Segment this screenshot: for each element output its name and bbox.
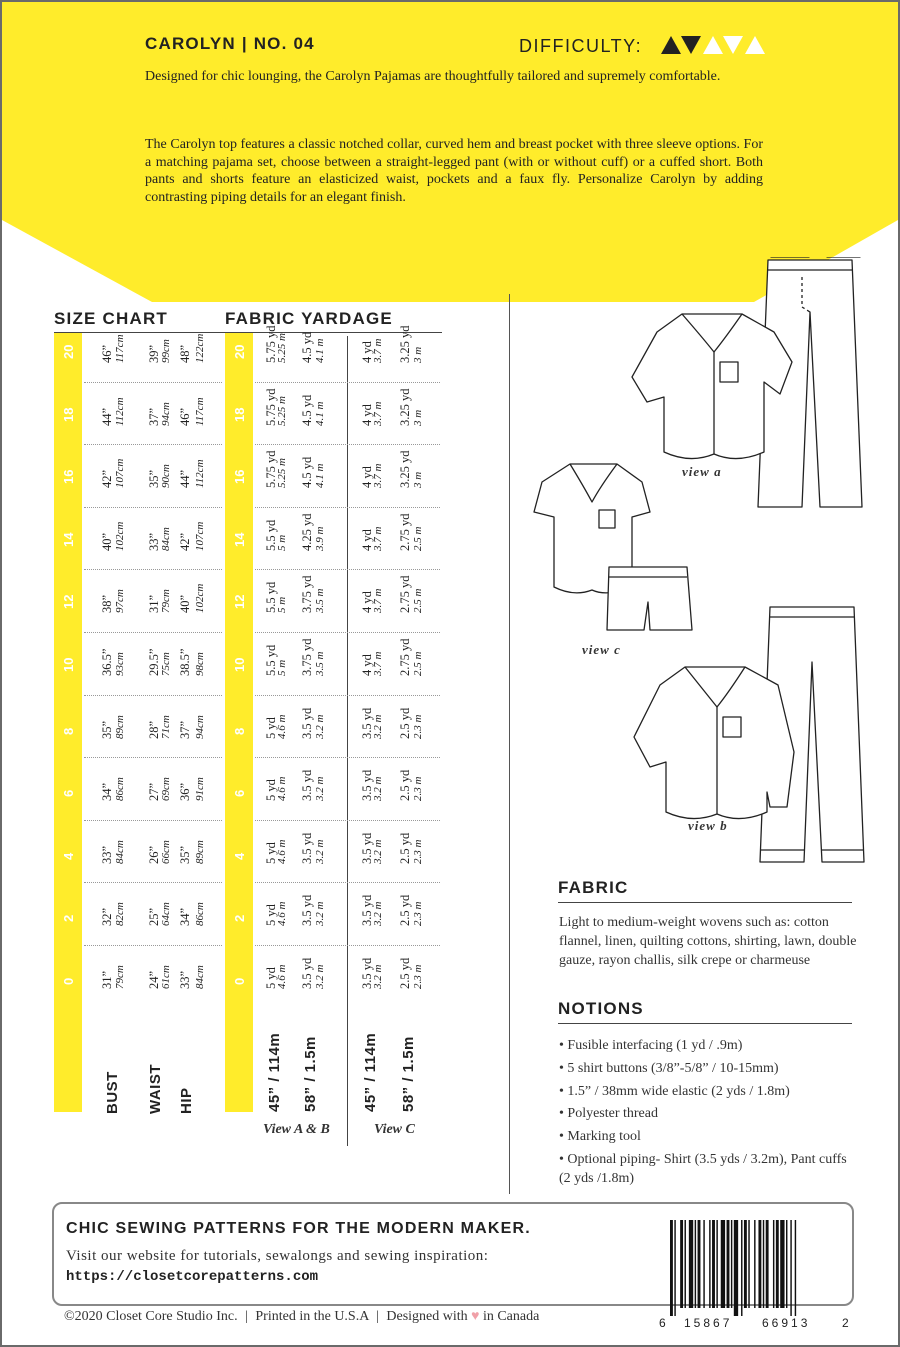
measurement-inches: 27” bbox=[147, 783, 161, 802]
measurement-inches: 48” bbox=[178, 344, 192, 363]
measurement-inches: 33” bbox=[100, 845, 114, 864]
measurement-cm: 122cm bbox=[194, 333, 206, 363]
measurement-cm: 84cm bbox=[160, 526, 172, 551]
measurement-inches: 37” bbox=[147, 407, 161, 426]
barcode-bar bbox=[712, 1220, 715, 1308]
barcode-bar bbox=[754, 1220, 755, 1308]
barcode-bar bbox=[795, 1220, 796, 1316]
difficulty-label: DIFFICULTY: bbox=[519, 36, 643, 56]
yardage-meters: 5.25 m bbox=[276, 395, 288, 426]
measurement-cm: 86cm bbox=[194, 902, 206, 927]
yardage-meters: 4.1 m bbox=[314, 338, 326, 363]
measurement-inches: 35” bbox=[147, 470, 161, 489]
barcode-bar bbox=[703, 1220, 704, 1308]
yardage-yards: 4.5 yd bbox=[300, 331, 314, 363]
yardage-yards: 3.75 yd bbox=[300, 575, 314, 614]
yardage-meters: 4.1 m bbox=[314, 401, 326, 426]
measurement-inches: 32” bbox=[100, 908, 114, 927]
yardage-yards: 4 yd bbox=[360, 341, 374, 363]
barcode-bar bbox=[685, 1220, 686, 1308]
yardage-yards: 5 yd bbox=[264, 716, 278, 739]
notion-item: • Fusible interfacing (1 yd / .9m) bbox=[559, 1038, 743, 1053]
barcode-bar bbox=[709, 1220, 710, 1308]
measurement-cm: 69cm bbox=[160, 777, 172, 802]
yardage-meters: 3.2 m bbox=[372, 839, 384, 864]
yardage-meters: 3.2 m bbox=[314, 714, 326, 739]
yardage-yards: 3.5 yd bbox=[360, 895, 374, 927]
yardage-meters: 4.1 m bbox=[314, 463, 326, 489]
measurement-inches: 36.5” bbox=[100, 648, 114, 676]
measurement-cm: 75cm bbox=[160, 652, 172, 676]
yardage-yards: 5.5 yd bbox=[264, 582, 278, 614]
measurement-cm: 91cm bbox=[194, 777, 206, 802]
notion-item: • Optional piping- Shirt (3.5 yds / 3.2m), Pant cuffs (2 yds /1.8m) bbox=[559, 1152, 847, 1186]
yardage-yards: 3.25 yd bbox=[398, 450, 412, 489]
size-label-chart: 8 bbox=[61, 727, 76, 735]
yardage-meters: 5.25 m bbox=[276, 333, 288, 363]
yardage-meters: 5 m bbox=[276, 597, 288, 614]
yardage-meters: 3 m bbox=[412, 409, 424, 426]
barcode-bar bbox=[716, 1220, 717, 1308]
measurement-cm: 84cm bbox=[114, 839, 126, 864]
yardage-meters: 3.7 m bbox=[372, 526, 384, 551]
yardage-yards: 5.75 yd bbox=[264, 450, 278, 489]
notions-heading: NOTIONS bbox=[558, 999, 644, 1018]
yardage-width-label: 58” / 1.5m bbox=[400, 1036, 417, 1112]
measurement-inches: 31” bbox=[147, 595, 161, 614]
barcode-bar bbox=[680, 1220, 683, 1308]
measurement-inches: 25” bbox=[147, 908, 161, 927]
barcode-group-left: 15867 bbox=[684, 1316, 733, 1330]
measurement-cm: 102cm bbox=[194, 584, 206, 614]
measurement-cm: 102cm bbox=[114, 521, 126, 551]
view-a-caption: view a bbox=[682, 464, 722, 479]
notion-item: • 1.5” / 38mm wide elastic (2 yds / 1.8m) bbox=[559, 1084, 790, 1099]
measurement-cm: 97cm bbox=[114, 589, 126, 614]
heart-icon: ♥ bbox=[471, 1309, 480, 1324]
footer-visit-text: Visit our website for tutorials, sewalongs and sewing inspiration: bbox=[66, 1248, 489, 1264]
yardage-yards: 4 yd bbox=[360, 466, 374, 489]
size-label-chart: 4 bbox=[61, 852, 76, 860]
view-b-caption: view b bbox=[688, 818, 728, 833]
copyright-printed: Printed in the U.S.A bbox=[255, 1309, 369, 1324]
description-intro: Designed for chic lounging, the Carolyn Pajamas are thoughtfully tailored and supremely comfortable. bbox=[145, 69, 721, 84]
measurement-cm: 117cm bbox=[114, 334, 126, 363]
fabric-heading: FABRIC bbox=[558, 878, 629, 897]
yardage-yards: 3.5 yd bbox=[300, 769, 314, 802]
size-chart-heading: SIZE CHART bbox=[54, 309, 168, 328]
measurement-cm: 112cm bbox=[114, 397, 126, 426]
measurement-cm: 107cm bbox=[114, 458, 126, 489]
yardage-meters: 3.7 m bbox=[372, 651, 384, 676]
yardage-meters: 4.6 m bbox=[276, 964, 288, 989]
measurement-cm: 79cm bbox=[160, 589, 172, 614]
measurement-cm: 98cm bbox=[194, 652, 206, 676]
yardage-yards: 3.25 yd bbox=[398, 388, 412, 426]
yardage-yards: 4.5 yd bbox=[300, 394, 314, 426]
measurement-inches: 42” bbox=[178, 532, 192, 551]
size-label-chart: 6 bbox=[61, 789, 76, 798]
yardage-meters: 5 m bbox=[276, 659, 288, 676]
measurement-cm: 94cm bbox=[194, 714, 206, 739]
yardage-yards: 5 yd bbox=[264, 841, 278, 864]
yardage-yards: 2.75 yd bbox=[398, 513, 412, 551]
yardage-width-label: 45” / 114m bbox=[266, 1032, 283, 1112]
barcode-bar bbox=[773, 1220, 774, 1308]
barcode-digit-first: 6 bbox=[659, 1316, 666, 1330]
measurement-cm: 82cm bbox=[114, 902, 126, 927]
measurement-inches: 35” bbox=[100, 720, 114, 739]
yardage-yards: 3.5 yd bbox=[360, 832, 374, 864]
yardage-yards: 2.5 yd bbox=[398, 957, 412, 989]
measurement-cm: 89cm bbox=[194, 839, 206, 864]
measurement-cm: 99cm bbox=[160, 339, 172, 363]
yardage-yards: 2.75 yd bbox=[398, 575, 412, 614]
barcode-bar bbox=[766, 1220, 769, 1308]
barcode-bar bbox=[670, 1220, 673, 1316]
view-ab-label: View A & B bbox=[263, 1122, 330, 1137]
measurement-inches: 34” bbox=[178, 908, 192, 927]
size-label-chart: 12 bbox=[61, 594, 76, 610]
yardage-meters: 3.7 m bbox=[372, 463, 384, 489]
measurement-inches: 44” bbox=[178, 470, 192, 489]
yardage-yards: 5 yd bbox=[264, 967, 278, 989]
size-label-yardage: 4 bbox=[232, 852, 247, 860]
yardage-meters: 4.6 m bbox=[276, 839, 288, 864]
notion-item: • Polyester thread bbox=[559, 1106, 658, 1121]
yardage-yards: 4.5 yd bbox=[300, 456, 314, 489]
barcode-bar bbox=[741, 1220, 742, 1316]
yardage-meters: 3.2 m bbox=[372, 714, 384, 739]
barcode-bar bbox=[780, 1220, 784, 1308]
measurement-cm: 117cm bbox=[194, 397, 206, 426]
size-label-chart: 20 bbox=[61, 344, 76, 359]
yardage-yards: 5.75 yd bbox=[264, 388, 278, 426]
measurement-inches: 46” bbox=[100, 344, 114, 363]
yardage-yards: 5.5 yd bbox=[264, 519, 278, 551]
footer-tagline: CHIC SEWING PATTERNS FOR THE MODERN MAKER. bbox=[66, 1220, 531, 1237]
size-label-yardage: 16 bbox=[232, 469, 247, 485]
yardage-meters: 4.6 m bbox=[276, 714, 288, 739]
measurement-inches: 31” bbox=[100, 970, 114, 989]
yardage-width-label: 45” / 114m bbox=[362, 1032, 379, 1112]
size-label-yardage: 2 bbox=[232, 915, 247, 923]
yardage-meters: 3.2 m bbox=[372, 964, 384, 989]
measurement-inches: 36” bbox=[178, 783, 192, 802]
measurement-inches: 33” bbox=[147, 532, 161, 551]
yardage-yards: 5.5 yd bbox=[264, 644, 278, 676]
yardage-meters: 2.3 m bbox=[412, 964, 424, 989]
copyright-company: ©2020 Closet Core Studio Inc. bbox=[64, 1309, 238, 1324]
yardage-yards: 3.5 yd bbox=[300, 832, 314, 864]
yardage-meters: 2.5 m bbox=[412, 526, 424, 551]
measurement-inches: 40” bbox=[100, 532, 114, 551]
measurement-cm: 84cm bbox=[194, 965, 206, 989]
barcode-bar bbox=[731, 1220, 732, 1308]
yardage-yards: 4 yd bbox=[360, 591, 374, 614]
size-label-yardage: 12 bbox=[232, 594, 247, 610]
yardage-yards: 4 yd bbox=[360, 403, 374, 426]
yardage-yards: 4 yd bbox=[360, 654, 374, 676]
measurement-label-waist: WAIST bbox=[147, 1064, 164, 1114]
yardage-yards: 2.5 yd bbox=[398, 895, 412, 927]
pattern-title: CAROLYN | NO. 04 bbox=[145, 34, 315, 53]
measurement-inches: 33” bbox=[178, 970, 192, 989]
yardage-meters: 2.5 m bbox=[412, 651, 424, 676]
yardage-meters: 4.6 m bbox=[276, 776, 288, 802]
yardage-meters: 3.2 m bbox=[314, 901, 326, 927]
yardage-yards: 3.25 yd bbox=[398, 325, 412, 363]
copyright-line: ©2020 Closet Core Studio Inc. | Printed in the U.S.A | Designed with ♥ in Canada bbox=[64, 1309, 540, 1324]
size-label-yardage: 6 bbox=[232, 789, 247, 798]
size-label-yardage: 10 bbox=[232, 657, 247, 672]
barcode-bar bbox=[698, 1220, 701, 1308]
yardage-meters: 2.5 m bbox=[412, 588, 424, 614]
size-label-yardage: 20 bbox=[232, 344, 247, 359]
measurement-cm: 86cm bbox=[114, 777, 126, 802]
yardage-yards: 3.5 yd bbox=[300, 895, 314, 927]
barcode-bar bbox=[721, 1220, 725, 1308]
size-label-chart: 14 bbox=[61, 532, 76, 547]
size-label-chart: 10 bbox=[61, 657, 76, 672]
yardage-yards: 2.75 yd bbox=[398, 638, 412, 676]
measurement-inches: 39” bbox=[147, 344, 161, 363]
yardage-yards: 3.5 yd bbox=[360, 957, 374, 989]
yardage-yards: 5 yd bbox=[264, 904, 278, 927]
barcode-bar bbox=[695, 1220, 696, 1308]
measurement-inches: 38.5” bbox=[178, 648, 192, 676]
barcode-bar bbox=[790, 1220, 791, 1316]
notion-item: • Marking tool bbox=[559, 1129, 641, 1144]
measurement-inches: 28” bbox=[147, 720, 161, 739]
yardage-meters: 3.2 m bbox=[372, 776, 384, 802]
footer-url-link[interactable]: https://closetcorepatterns.com bbox=[66, 1269, 319, 1285]
yardage-meters: 3.2 m bbox=[314, 839, 326, 864]
barcode-bar bbox=[776, 1220, 779, 1308]
yardage-yards: 2.5 yd bbox=[398, 769, 412, 802]
copyright-canada: in Canada bbox=[482, 1309, 540, 1324]
yardage-yards: 3.5 yd bbox=[300, 707, 314, 739]
yardage-yards: 3.5 yd bbox=[360, 769, 374, 802]
yardage-meters: 2.3 m bbox=[412, 776, 424, 802]
fabric-description: Light to medium-weight wovens such as: cotton flannel, linen, quilting cottons, shirting, lawn, double gauze, rayon challis, silk crepe or charmeuse bbox=[559, 915, 857, 968]
yardage-yards: 5 yd bbox=[264, 779, 278, 802]
measurement-inches: 35” bbox=[178, 845, 192, 864]
yardage-yards: 2.5 yd bbox=[398, 832, 412, 864]
yardage-yards: 3.5 yd bbox=[360, 707, 374, 739]
notion-item: • 5 shirt buttons (3/8”-5/8” / 10-15mm) bbox=[559, 1061, 779, 1076]
size-label-yardage: 8 bbox=[232, 727, 247, 735]
yardage-meters: 3.2 m bbox=[372, 901, 384, 927]
barcode-bar bbox=[744, 1220, 747, 1308]
measurement-cm: 93cm bbox=[114, 652, 126, 676]
yardage-meters: 3 m bbox=[412, 471, 424, 489]
yardage-meters: 5.25 m bbox=[276, 458, 288, 489]
yardage-meters: 4.6 m bbox=[276, 901, 288, 927]
barcode-bar bbox=[758, 1220, 761, 1308]
barcode-bar bbox=[689, 1220, 693, 1308]
size-label-chart: 18 bbox=[61, 407, 76, 422]
yardage-meters: 3.2 m bbox=[314, 964, 326, 989]
measurement-cm: 66cm bbox=[160, 839, 172, 864]
size-label-chart: 0 bbox=[61, 977, 76, 985]
view-b-shirt bbox=[634, 667, 794, 819]
barcode-group-right: 66913 bbox=[762, 1316, 811, 1330]
measurement-inches: 44” bbox=[100, 407, 114, 426]
measurement-cm: 112cm bbox=[194, 459, 206, 489]
yardage-yards: 5.75 yd bbox=[264, 325, 278, 363]
yardage-yards: 4.25 yd bbox=[300, 513, 314, 551]
yardage-meters: 2.3 m bbox=[412, 901, 424, 927]
measurement-inches: 38” bbox=[100, 595, 114, 614]
size-label-yardage: 0 bbox=[232, 977, 247, 985]
measurement-cm: 94cm bbox=[160, 401, 172, 426]
barcode bbox=[670, 1220, 838, 1316]
measurement-inches: 24” bbox=[147, 970, 161, 989]
measurement-cm: 64cm bbox=[160, 902, 172, 927]
measurement-cm: 79cm bbox=[114, 965, 126, 989]
measurement-inches: 26” bbox=[147, 845, 161, 864]
measurement-label-bust: BUST bbox=[104, 1071, 121, 1114]
copyright-designed: Designed with bbox=[386, 1309, 468, 1324]
yardage-yards: 4 yd bbox=[360, 528, 374, 551]
yardage-meters: 3.5 m bbox=[314, 651, 326, 676]
notions-rule bbox=[558, 1023, 852, 1024]
barcode-bar bbox=[727, 1220, 730, 1308]
yardage-meters: 3.5 m bbox=[314, 588, 326, 614]
measurement-cm: 89cm bbox=[114, 714, 126, 739]
yardage-meters: 3.2 m bbox=[314, 776, 326, 802]
barcode-bar bbox=[748, 1220, 749, 1308]
view-c-label: View C bbox=[374, 1122, 415, 1137]
yardage-meters: 5 m bbox=[276, 534, 288, 551]
measurement-cm: 71cm bbox=[160, 714, 172, 739]
measurement-inches: 40” bbox=[178, 595, 192, 614]
size-label-yardage: 18 bbox=[232, 407, 247, 422]
barcode-bar bbox=[674, 1220, 675, 1316]
yardage-meters: 3.7 m bbox=[372, 588, 384, 614]
barcode-digit-last: 2 bbox=[842, 1316, 849, 1330]
measurement-inches: 42” bbox=[100, 470, 114, 489]
yardage-meters: 3.7 m bbox=[372, 338, 384, 363]
measurement-cm: 90cm bbox=[160, 464, 172, 489]
barcode-bar bbox=[763, 1220, 764, 1308]
measurement-inches: 37” bbox=[178, 720, 192, 739]
fabric-rule bbox=[558, 902, 852, 903]
yardage-width-label: 58” / 1.5m bbox=[302, 1036, 319, 1112]
barcode-bar bbox=[786, 1220, 787, 1308]
measurement-cm: 61cm bbox=[160, 965, 172, 989]
description-details: The Carolyn top features a classic notched collar, curved hem and breast pocket with three sleeve options. For a matching pajama set, choose between a straight-legged pant (with or without cuff) or a cuffed short. Both pants and shorts feature an elasticized waist, pockets and a faux fly. Personalize Carolyn by adding contrasting piping details for an elegant finish. bbox=[145, 137, 763, 205]
fabric-yardage-heading: FABRIC YARDAGE bbox=[225, 309, 393, 328]
measurement-inches: 29.5” bbox=[147, 648, 161, 676]
yardage-meters: 3.9 m bbox=[314, 526, 326, 551]
view-c-caption: view c bbox=[582, 642, 621, 657]
measurement-inches: 46” bbox=[178, 407, 192, 426]
measurement-inches: 34” bbox=[100, 783, 114, 802]
yardage-meters: 2.3 m bbox=[412, 839, 424, 864]
yardage-meters: 2.3 m bbox=[412, 714, 424, 739]
measurement-cm: 107cm bbox=[194, 521, 206, 551]
size-label-chart: 16 bbox=[61, 469, 76, 485]
yardage-meters: 3 m bbox=[412, 346, 424, 363]
yardage-yards: 3.5 yd bbox=[300, 957, 314, 989]
yardage-yards: 3.75 yd bbox=[300, 638, 314, 676]
yardage-meters: 3.7 m bbox=[372, 401, 384, 426]
size-label-yardage: 14 bbox=[232, 532, 247, 547]
measurement-label-hip: HIP bbox=[178, 1087, 195, 1114]
barcode-bar bbox=[734, 1220, 738, 1316]
size-label-chart: 2 bbox=[61, 915, 76, 923]
yardage-yards: 2.5 yd bbox=[398, 707, 412, 739]
